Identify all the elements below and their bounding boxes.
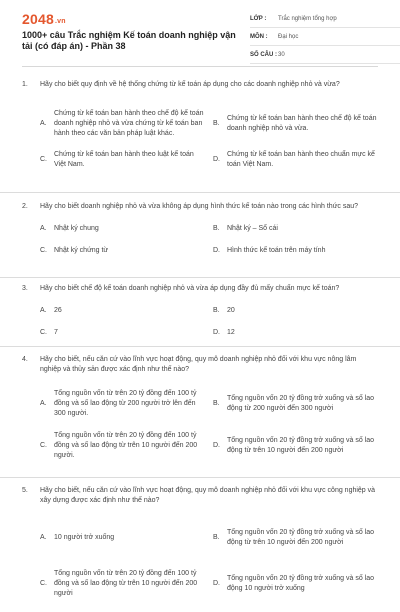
answer-option-a[interactable]: A. Nhật ký chung — [40, 225, 99, 232]
meta-row-class: LỚP : Trắc nghiệm tổng hợp — [250, 10, 400, 28]
document-title: 1000+ câu Trắc nghiệm Kế toán doanh nghiệp vận tải (có đáp án) - Phần 38 — [22, 30, 236, 51]
answer-option-a[interactable]: A. Tổng nguồn vốn từ trên 20 tỷ đồng đến 100 tỷ đồng và số lao động từ 200 người trở lên đến 300 người. — [40, 390, 197, 417]
document-header — [22, 0, 378, 67]
answer-option-a[interactable]: A. 10 người trở xuống — [40, 534, 115, 541]
question-text: Hãy cho biết doanh nghiệp nhỏ và vừa không áp dụng hình thức kế toán nào trong các hình thức sau? — [40, 203, 359, 210]
answer-option-d[interactable]: D. Tổng nguồn vốn 20 tỷ đồng trở xuống và số lao động 10 người trở xuống — [213, 575, 375, 592]
question-4 — [22, 355, 378, 485]
answer-option-c[interactable]: C. 7 — [40, 329, 58, 336]
document-meta — [250, 10, 400, 64]
question-2 — [22, 202, 378, 262]
question-1 — [22, 80, 378, 172]
question-number: 5. — [22, 487, 28, 494]
answer-option-d[interactable]: D. Tổng nguồn vốn 20 tỷ đồng trở xuống và số lao động từ trên 10 người đến 200 người — [213, 437, 375, 454]
answer-option-c[interactable]: C. Chứng từ kế toán ban hành theo luật kế toán Việt Nam. — [40, 151, 194, 168]
question-text: Hãy cho biết, nếu căn cứ vào lĩnh vực hoạt động, quy mô doanh nghiệp nhỏ đối với khu vực nông lâm nghiệp và thủy sản được xác định như thế nào? — [40, 356, 357, 373]
question-number: 2. — [22, 203, 28, 210]
question-text: Hãy cho biết quy định về hệ thống chứng từ kế toán áp dụng cho các doanh nghiệp nhỏ và vừa? — [40, 81, 340, 88]
question-divider — [0, 192, 400, 193]
question-text: Hãy cho biết chế độ kế toán doanh nghiệp nhỏ và vừa áp dụng đầy đủ mấy chuẩn mực kế toán? — [40, 285, 340, 292]
question-5 — [22, 486, 378, 612]
question-divider — [0, 277, 400, 278]
question-number: 4. — [22, 356, 28, 363]
answer-option-c[interactable]: C. Tổng nguồn vốn từ trên 20 tỷ đồng đến 100 tỷ đồng và số lao động từ trên 10 người đến 200 người. — [40, 432, 198, 459]
answer-option-d[interactable]: D. Chứng từ kế toán ban hành theo chuẩn mực kế toán Việt Nam. — [213, 151, 375, 168]
answer-option-b[interactable]: B. Nhật ký – Sổ cái — [213, 225, 278, 232]
question-text: Hãy cho biết, nếu căn cứ vào lĩnh vực hoạt động, quy mô doanh nghiệp nhỏ đối với khu vực công nghiệp và xây dựng được xác định như thế nào? — [40, 487, 376, 504]
answer-option-b[interactable]: B. 20 — [213, 307, 235, 314]
question-divider — [0, 346, 400, 347]
question-divider — [0, 477, 400, 478]
answer-option-d[interactable]: D. 12 — [213, 329, 235, 336]
answer-option-d[interactable]: D. Hình thức kế toán trên máy tính — [213, 247, 326, 254]
answer-option-b[interactable]: B. Chứng từ kế toán ban hành theo chế độ kế toán doanh nghiệp nhỏ và vừa. — [213, 115, 377, 132]
question-3 — [22, 284, 378, 344]
answer-option-c[interactable]: C. Nhật ký chứng từ — [40, 247, 109, 254]
answer-option-a[interactable]: A. 26 — [40, 307, 62, 314]
question-number: 1. — [22, 81, 28, 88]
question-number: 3. — [22, 285, 28, 292]
meta-row-subject: MÔN : Đại học — [250, 28, 400, 46]
answer-option-a[interactable]: A. Chứng từ kế toán ban hành theo chế độ kế toán doanh nghiệp nhỏ và vừa chứng từ kế toán ban hành theo các văn bản pháp luật khác. — [40, 110, 204, 137]
answer-option-b[interactable]: B. Tổng nguồn vốn 20 tỷ đồng trở xuống và số lao động từ trên 10 người đến 200 người — [213, 529, 375, 546]
answer-option-b[interactable]: B. Tổng nguồn vốn 20 tỷ đồng trở xuống và số lao động từ 200 người đến 300 người — [213, 395, 375, 412]
meta-row-count: SỐ CÂU : 30 — [250, 46, 400, 64]
site-logo[interactable]: 2048.vn — [22, 11, 66, 27]
answer-option-c[interactable]: C. Tổng nguồn vốn từ trên 20 tỷ đồng đến 100 tỷ đồng và số lao động từ trên 10 người đến 200 người — [40, 570, 198, 597]
